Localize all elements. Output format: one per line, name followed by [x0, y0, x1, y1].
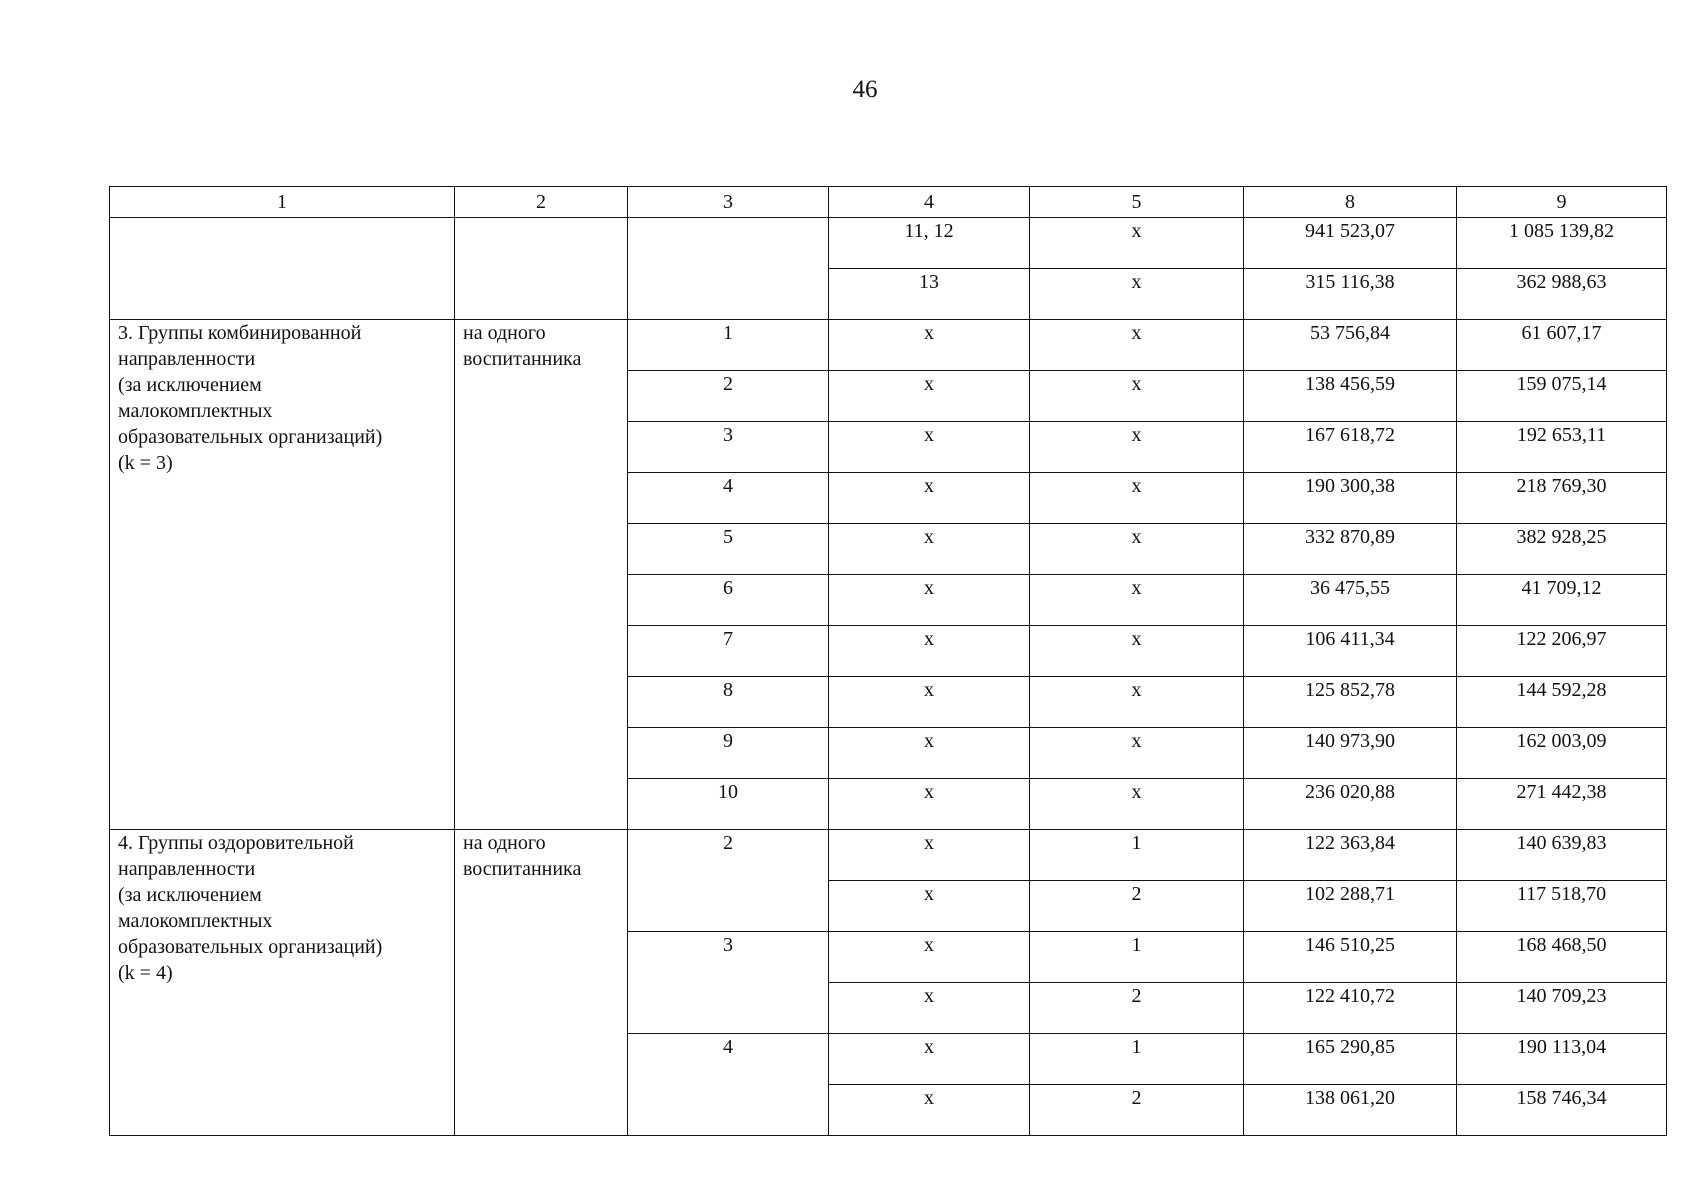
cell-c3: 4 [628, 1034, 829, 1136]
cell-c8: 332 870,89 [1244, 524, 1457, 575]
cell-c9: 162 003,09 [1457, 728, 1667, 779]
cell-c4: х [829, 830, 1030, 881]
cell-c9: 41 709,12 [1457, 575, 1667, 626]
group-description-line: образовательных организаций) [118, 426, 383, 448]
column-header: 4 [829, 187, 1030, 218]
cell-unit-empty [455, 218, 628, 320]
cell-c4: х [829, 575, 1030, 626]
cell-c4: х [829, 1034, 1030, 1085]
group-description-line: (k = 3) [118, 452, 173, 474]
cell-c8: 106 411,34 [1244, 626, 1457, 677]
cell-c3: 9 [628, 728, 829, 779]
cell-c9: 117 518,70 [1457, 881, 1667, 932]
cell-c5: х [1030, 779, 1244, 830]
group-description-line: малокомплектных [118, 910, 273, 932]
group-description-line: (за исключением [118, 374, 262, 396]
column-header: 2 [455, 187, 628, 218]
unit-label-line: на одного [463, 832, 546, 854]
column-header-row [110, 187, 1667, 218]
group-description-line: направленности [118, 348, 256, 370]
cell-description-empty [110, 218, 455, 320]
cell-c8: 36 475,55 [1244, 575, 1457, 626]
cell-c9: 140 709,23 [1457, 983, 1667, 1034]
cell-c4: х [829, 983, 1030, 1034]
column-header: 1 [110, 187, 455, 218]
cell-c4: х [829, 626, 1030, 677]
group-description-line: малокомплектных [118, 400, 273, 422]
cell-c4: х [829, 422, 1030, 473]
page-number: 46 [852, 76, 878, 103]
table-row [110, 218, 1667, 269]
cell-c3: 5 [628, 524, 829, 575]
cell-c8: 140 973,90 [1244, 728, 1457, 779]
cell-c9: 144 592,28 [1457, 677, 1667, 728]
cell-c9: 168 468,50 [1457, 932, 1667, 983]
cell-c8: 315 116,38 [1244, 269, 1457, 320]
cell-c3-empty [628, 218, 829, 320]
table-row [110, 830, 1667, 881]
group-description-line: образовательных организаций) [118, 936, 383, 958]
cell-c4: х [829, 779, 1030, 830]
cell-c4: х [829, 371, 1030, 422]
cell-c4: х [829, 473, 1030, 524]
unit-label [455, 830, 628, 1136]
cell-c8: 146 510,25 [1244, 932, 1457, 983]
cell-c4: х [829, 881, 1030, 932]
cell-c8: 53 756,84 [1244, 320, 1457, 371]
cell-c5: 1 [1030, 830, 1244, 881]
cell-c4: 13 [829, 269, 1030, 320]
group-description [110, 320, 455, 830]
cell-c9: 382 928,25 [1457, 524, 1667, 575]
cell-c3: 6 [628, 575, 829, 626]
cell-c5: 2 [1030, 1085, 1244, 1136]
cell-c8: 138 456,59 [1244, 371, 1457, 422]
cell-c9: 192 653,11 [1457, 422, 1667, 473]
unit-label [455, 320, 628, 830]
cell-c4: х [829, 1085, 1030, 1136]
cell-c8: 236 020,88 [1244, 779, 1457, 830]
cell-c9: 158 746,34 [1457, 1085, 1667, 1136]
cell-c8: 122 363,84 [1244, 830, 1457, 881]
cell-c9: 271 442,38 [1457, 779, 1667, 830]
cell-c5: 2 [1030, 881, 1244, 932]
cell-c4: 11, 12 [829, 218, 1030, 269]
cell-c5: х [1030, 269, 1244, 320]
group-description-line: (k = 4) [118, 962, 173, 984]
unit-label-line: на одного [463, 322, 546, 344]
cell-c4: х [829, 932, 1030, 983]
column-header: 3 [628, 187, 829, 218]
cell-c9: 190 113,04 [1457, 1034, 1667, 1085]
group-description-line: 3. Группы комбинированной [118, 322, 362, 344]
cell-c4: х [829, 728, 1030, 779]
cell-c5: х [1030, 626, 1244, 677]
cell-c3: 10 [628, 779, 829, 830]
cell-c9: 362 988,63 [1457, 269, 1667, 320]
column-header: 9 [1457, 187, 1667, 218]
cell-c8: 167 618,72 [1244, 422, 1457, 473]
cell-c8: 165 290,85 [1244, 1034, 1457, 1085]
cell-c3: 1 [628, 320, 829, 371]
cell-c3: 3 [628, 932, 829, 1034]
cell-c8: 941 523,07 [1244, 218, 1457, 269]
cell-c8: 122 410,72 [1244, 983, 1457, 1034]
cell-c8: 190 300,38 [1244, 473, 1457, 524]
cell-c4: х [829, 524, 1030, 575]
cell-c8: 125 852,78 [1244, 677, 1457, 728]
cell-c3: 7 [628, 626, 829, 677]
cell-c3: 2 [628, 830, 829, 932]
cell-c5: х [1030, 575, 1244, 626]
cell-c5: х [1030, 371, 1244, 422]
unit-label-line: воспитанника [463, 858, 582, 880]
cell-c8: 102 288,71 [1244, 881, 1457, 932]
tariff-table [109, 186, 1667, 1136]
cell-c9: 159 075,14 [1457, 371, 1667, 422]
group-description-line: направленности [118, 858, 256, 880]
cell-c5: х [1030, 422, 1244, 473]
cell-c8: 138 061,20 [1244, 1085, 1457, 1136]
cell-c5: 2 [1030, 983, 1244, 1034]
group-description-line: (за исключением [118, 884, 262, 906]
cell-c9: 1 085 139,82 [1457, 218, 1667, 269]
cell-c5: х [1030, 677, 1244, 728]
cell-c9: 218 769,30 [1457, 473, 1667, 524]
cell-c9: 61 607,17 [1457, 320, 1667, 371]
cell-c5: 1 [1030, 932, 1244, 983]
cell-c5: х [1030, 473, 1244, 524]
cell-c4: х [829, 320, 1030, 371]
group-description-line: 4. Группы оздоровительной [118, 832, 354, 854]
cell-c3: 2 [628, 371, 829, 422]
cell-c3: 3 [628, 422, 829, 473]
cell-c5: х [1030, 524, 1244, 575]
cell-c3: 4 [628, 473, 829, 524]
unit-label-line: воспитанника [463, 348, 582, 370]
column-header: 5 [1030, 187, 1244, 218]
cell-c3: 8 [628, 677, 829, 728]
cell-c5: х [1030, 728, 1244, 779]
group-description [110, 830, 455, 1136]
cell-c4: х [829, 677, 1030, 728]
cell-c9: 122 206,97 [1457, 626, 1667, 677]
cell-c5: х [1030, 218, 1244, 269]
cell-c5: 1 [1030, 1034, 1244, 1085]
column-header: 8 [1244, 187, 1457, 218]
table-row [110, 320, 1667, 371]
cell-c5: х [1030, 320, 1244, 371]
cell-c9: 140 639,83 [1457, 830, 1667, 881]
